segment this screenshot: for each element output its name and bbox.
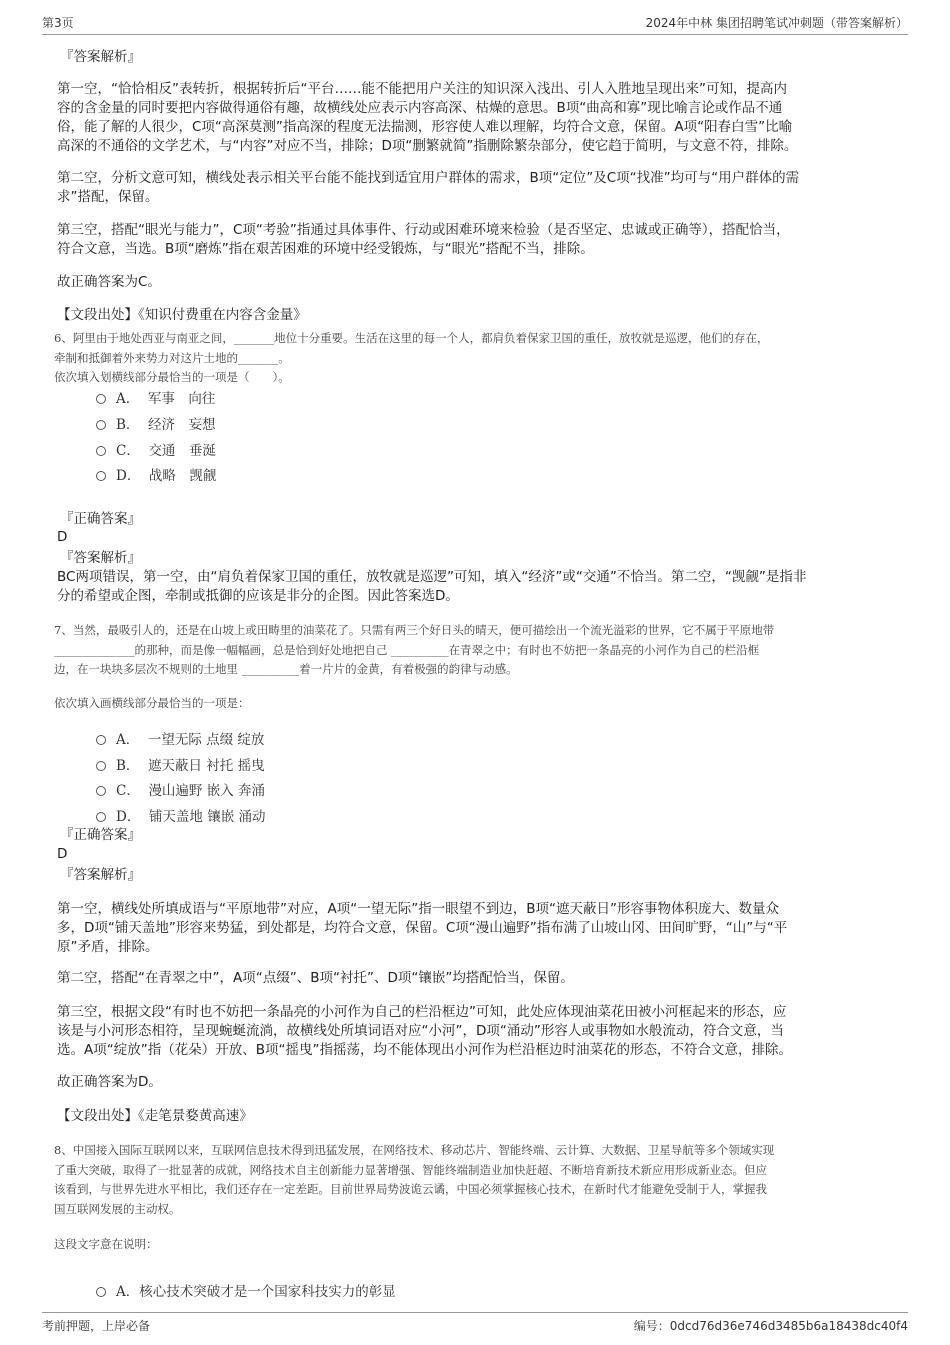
option-text: 一望无际 点缀 绽放 <box>147 732 265 748</box>
footer-slogan: 考前押题，上岸必备 <box>42 1319 151 1333</box>
option-b[interactable] <box>96 757 265 776</box>
text-line: BC两项错误，第一空，由“肩负着保家卫国的重任，放牧就是巡逻”可知，填入“经济”或“交通”不恰当。第二空，“觊觎”是指非 <box>57 569 807 585</box>
text-line: 俗，能了解的人很少，C项“高深莫测”指高深的程度无法揣测，形容使人难以理解，均符合文意，保留。A项“阳春白雪”比喻 <box>57 119 793 135</box>
question-prompt: 依次填入画横线部分最恰当的一项是： <box>54 696 250 710</box>
analysis-paragraph <box>57 568 806 606</box>
page-footer <box>42 1312 908 1335</box>
radio-icon <box>96 471 106 481</box>
option-letter: C． <box>116 443 140 459</box>
analysis-paragraph <box>57 900 787 957</box>
text-line: 牵制和抵御着外来势力对这片土地的_______。 <box>54 350 290 365</box>
question-7-text <box>54 621 774 680</box>
document-title: 2024年中林 集团招聘笔试冲刺题（带答案解析） <box>645 16 908 30</box>
option-letter: C． <box>116 783 140 799</box>
option-a[interactable] <box>96 1283 396 1302</box>
option-text: 经济 妄想 <box>148 417 216 433</box>
option-c[interactable] <box>96 782 265 801</box>
answer-analysis-label: 『答案解析』 <box>60 550 141 566</box>
radio-icon <box>96 1287 106 1297</box>
option-text: 漫山遍野 嵌入 奔涌 <box>148 783 266 799</box>
option-a[interactable] <box>96 390 215 409</box>
question-prompt: 这段文字意在说明： <box>54 1237 158 1251</box>
text-line: 高深的不通俗的文学艺术，与“内容”对应不当，排除；D项“删繁就简”指删除繁杂部分，使它趋于简明，与文意不符，排除。 <box>57 138 798 154</box>
text-line: 符合文意，当选。B项“磨炼”指在艰苦困难的环境中经受锻炼，与“眼光”搭配不当，排除。 <box>57 241 594 257</box>
text-line: 8、中国接入国际互联网以来，互联网信息技术得到迅猛发展，在网络技术、移动芯片、智能终端、云计算、大数据、卫星导航等多个领域实现 <box>54 1143 775 1157</box>
source-citation: 【文段出处】《走笔景婺黄高速》 <box>57 1108 253 1124</box>
radio-icon <box>96 812 106 822</box>
option-letter: D． <box>116 468 141 484</box>
option-a[interactable] <box>96 731 264 750</box>
option-letter: B． <box>116 758 140 774</box>
option-letter: A． <box>116 732 140 748</box>
answer-analysis-label: 『答案解析』 <box>60 49 141 65</box>
answer-analysis-label: 『答案解析』 <box>60 867 141 883</box>
text-line: 第一空，“恰恰相反”表转折，根据转折后“平台……能不能把用户关注的知识深入浅出、引人入胜地呈现出来”可知，提高内 <box>57 81 787 97</box>
analysis-paragraph <box>57 221 790 259</box>
option-text: 战略 觊觎 <box>148 468 217 484</box>
option-d[interactable] <box>96 808 266 827</box>
option-letter: A． <box>116 391 140 407</box>
page-number: 第3页 <box>42 16 74 30</box>
text-line: 原”矛盾，排除。 <box>57 939 159 955</box>
source-citation: 【文段出处】《知识付费重在内容含金量》 <box>57 307 307 323</box>
text-line: 第三空，搭配“眼光与能力”，C项“考验”指通过具体事件、行动或困难环境来检验（是否坚定、忠诚或正确等），搭配恰当， <box>57 222 790 238</box>
text-line: 求”搭配，保留。 <box>57 189 159 205</box>
option-text: 铺天盖地 镶嵌 涌动 <box>148 809 266 825</box>
option-text: 军事 向往 <box>147 391 216 407</box>
radio-icon <box>96 420 106 430</box>
text-line: 第三空，根据文段“有时也不妨把一条晶亮的小河作为自己的栏沿框边”可知，此处应体现油菜花田被小河框起来的形态，应 <box>57 1004 787 1020</box>
option-b[interactable] <box>96 416 216 435</box>
text-line: ______________的那种，而是像一幅幅画，总是恰到好处地把自己 __________在青翠之中；有时也不妨把一条晶亮的小河作为自己的栏沿框 <box>54 642 760 657</box>
correct-answer: D <box>57 529 68 545</box>
option-text: 核心技术突破才是一个国家科技实力的彰显 <box>139 1284 396 1300</box>
correct-answer-label: 『正确答案』 <box>60 511 141 527</box>
question-6-text <box>54 329 769 388</box>
analysis-paragraph <box>57 1003 792 1060</box>
document-serial: 编号：0dcd76d36e746d3485b6a18438dc40f4 <box>633 1319 908 1333</box>
radio-icon <box>96 735 106 745</box>
question-8-text <box>54 1141 774 1219</box>
text-line: 国互联网发展的主动权。 <box>54 1201 181 1216</box>
text-line: 该看到，与世界先进水平相比，我们还存在一定差距。目前世界局势波诡云谲，中国必须掌握核心技术，在新时代才能避免受制于人，掌握我 <box>54 1182 767 1196</box>
text-line: 第一空，横线处所填成语与“平原地带”对应，A项“一望无际”指一眼望不到边，B项“遮天蔽日”形容事物体积庞大、数量众 <box>57 901 779 917</box>
analysis-paragraph <box>57 169 799 207</box>
text-line: 了重大突破，取得了一批显著的成就，网络技术自主创新能力显著增强、智能终端制造业加快赶超、不断培育新技术新应用形成新业态。但应 <box>54 1162 767 1177</box>
option-d[interactable] <box>96 467 216 486</box>
text-line: 分的希望或企图，牵制或抵御的应该是非分的企图。因此答案选D。 <box>57 588 459 604</box>
text-line: 6、阿里由于地处西亚与南亚之间，_______地位十分重要。生活在这里的每一个人，都肩负着保家卫国的重任，放牧就是巡逻，他们的存在， <box>54 331 769 345</box>
radio-icon <box>96 761 106 771</box>
analysis-paragraph: 第二空，搭配“在青翠之中”，A项“点缀”、B项“衬托”、D项“镶嵌”均搭配恰当，保留。 <box>57 970 574 986</box>
text-line: 7、当然，最吸引人的，还是在山坡上或田畴里的油菜花了。只需有两三个好日头的晴天，便可描绘出一个流光溢彩的世界，它不属于平原地带 <box>54 623 775 637</box>
text-line: 该是与小河形态相符，呈现蜿蜒流淌，故横线处所填词语对应“小河”，D项“涌动”形容人或事物如水般流动，符合文意，当 <box>57 1023 784 1039</box>
answer-conclusion: 故正确答案为C。 <box>57 274 161 290</box>
text-line: 选。A项“绽放”指（花朵）开放、B项“摇曳”指摇荡，均不能体现出小河作为栏沿框边时油菜花的形态，不符合文意，排除。 <box>57 1042 792 1058</box>
option-text: 交通 垂涎 <box>148 443 216 459</box>
radio-icon <box>96 394 106 404</box>
radio-icon <box>96 446 106 456</box>
text-line: 第二空，分析文意可知，横线处表示相关平台能不能找到适宜用户群体的需求，B项“定位”及C项“找准”均可与“用户群体的需 <box>57 170 800 186</box>
correct-answer-label: 『正确答案』 <box>60 827 141 843</box>
text-line: 边，在一块块多层次不规则的土地里 __________着一片片的金黄，有着极强的韵律与动感。 <box>54 662 518 676</box>
text-line: 多，D项“铺天盖地”形容来势猛，到处都是，均符合文意，保留。C项“漫山遍野”指布满了山坡山冈、田间旷野，“山”与“平 <box>57 920 788 936</box>
option-letter: D． <box>116 809 141 825</box>
option-letter: B． <box>116 417 140 433</box>
page-header <box>42 12 908 35</box>
text-line: 容的含金量的同时要把内容做得通俗有趣，故横线处应表示内容高深、枯燥的意思。B项“曲高和寡”现比喻言论或作品不通 <box>57 100 783 116</box>
correct-answer: D <box>57 846 68 862</box>
radio-icon <box>96 786 106 796</box>
answer-conclusion: 故正确答案为D。 <box>57 1074 162 1090</box>
analysis-paragraph <box>57 80 797 156</box>
text-line: 依次填入划横线部分最恰当的一项是（ ）。 <box>54 370 290 384</box>
option-letter: A． <box>116 1284 140 1300</box>
option-c[interactable] <box>96 442 216 461</box>
option-text: 遮天蔽日 衬托 摇曳 <box>148 758 265 774</box>
